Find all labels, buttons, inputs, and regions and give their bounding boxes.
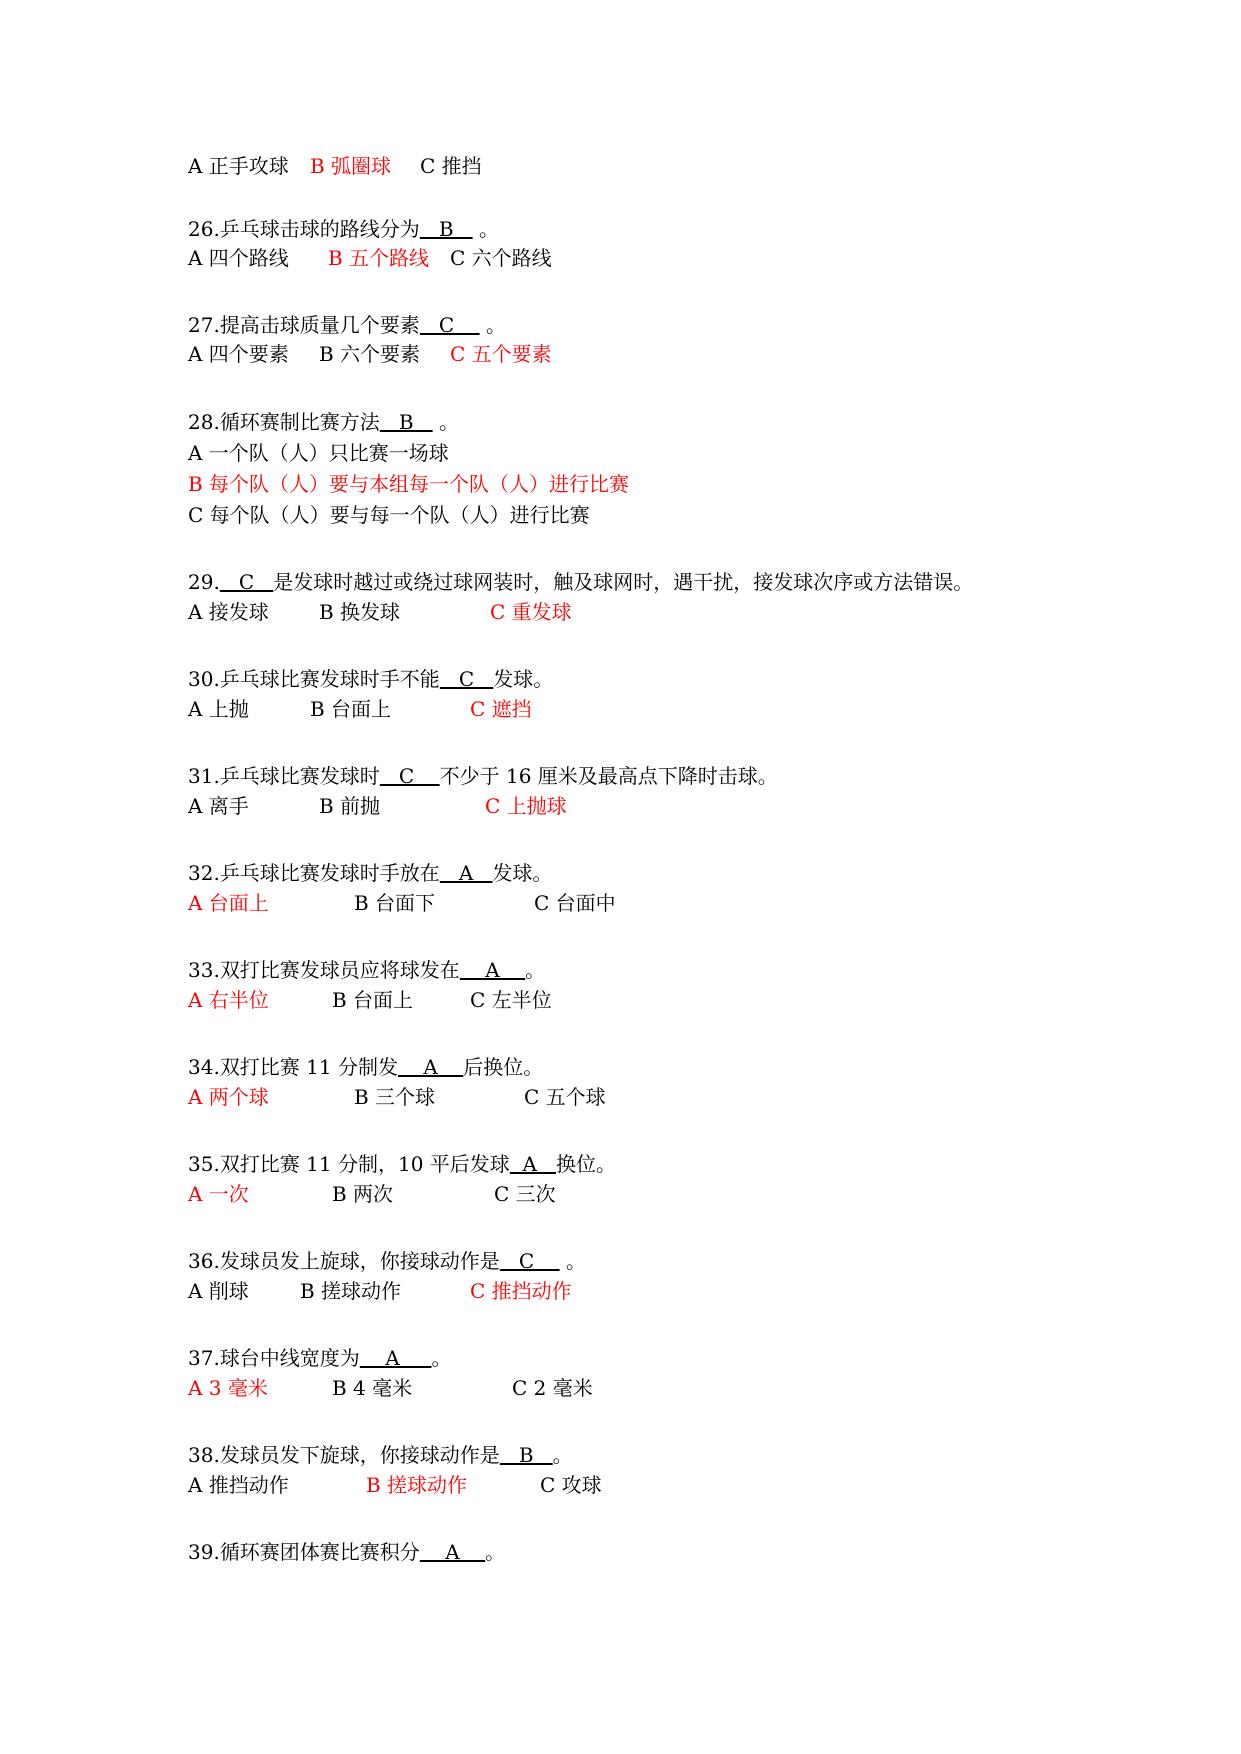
- question-stem: 发球员发上旋球，你接球动作是: [219, 1249, 500, 1273]
- options-row-26: [188, 243, 552, 273]
- question-number: 34.: [188, 1055, 220, 1079]
- question-stem: 循环赛制比赛方法: [219, 410, 380, 434]
- answer-blank: A: [359, 1346, 432, 1370]
- options-row-37: [188, 1373, 593, 1403]
- option-c-correct: C 重发球: [490, 600, 572, 624]
- question-stem-end: 。: [432, 410, 460, 434]
- answer-blank: B: [499, 1443, 553, 1467]
- question-stem-end: 发球。: [493, 667, 554, 691]
- question-stem: 球台中线宽度为: [219, 1346, 360, 1370]
- question-stem-end: 。: [472, 217, 500, 241]
- question-stem-end: 后换位。: [463, 1055, 544, 1079]
- question-37: [188, 1343, 451, 1373]
- question-27: [188, 310, 506, 340]
- question-34: [188, 1052, 543, 1082]
- option-a: A 四个路线: [188, 246, 289, 270]
- answer-blank: A: [459, 958, 526, 982]
- answer-blank: B: [379, 410, 433, 434]
- question-number: 30.: [188, 667, 220, 691]
- option-b-correct: B 弧圈球: [310, 154, 392, 178]
- question-number: 33.: [188, 958, 220, 982]
- answer-blank: A: [439, 861, 493, 885]
- option-b-correct: B 五个路线: [328, 246, 430, 270]
- option-a-correct: A 一次: [188, 1182, 249, 1206]
- question-number: 37.: [188, 1346, 220, 1370]
- question-number: 29.: [188, 570, 220, 594]
- question-stem-end: 。: [559, 1249, 586, 1273]
- question-number: 28.: [188, 410, 220, 434]
- question-number: 32.: [188, 861, 220, 885]
- option-a: A 接发球: [188, 600, 269, 624]
- question-38: [188, 1440, 573, 1470]
- question-stem: 双打比赛 11 分制发: [219, 1055, 398, 1079]
- option-a: A 削球: [188, 1279, 249, 1303]
- option-c: C 2 毫米: [512, 1376, 593, 1400]
- option-a-correct: A 右半位: [188, 988, 269, 1012]
- option-c: C 六个路线: [450, 246, 552, 270]
- question-stem: 乒乓球比赛发球时手放在: [219, 861, 440, 885]
- question-stem: 乒乓球比赛发球时手不能: [219, 667, 440, 691]
- option-a: A 上抛: [188, 697, 249, 721]
- option-c: C 台面中: [534, 891, 616, 915]
- question-number: 38.: [188, 1443, 220, 1467]
- question-number: 35.: [188, 1152, 220, 1176]
- question-stem-end: 不少于 16 厘米及最高点下降时击球。: [439, 764, 778, 788]
- options-row-27: [188, 339, 552, 369]
- question-stem: 发球员发下旋球，你接球动作是: [219, 1443, 500, 1467]
- question-29: [188, 567, 973, 597]
- question-stem-end: 换位。: [556, 1152, 617, 1176]
- option-c-correct: C 推挡动作: [470, 1279, 572, 1303]
- options-row-30: [188, 694, 532, 724]
- option-c: C 三次: [494, 1182, 556, 1206]
- options-row-34: [188, 1082, 606, 1112]
- option-a-correct: A 3 毫米: [188, 1376, 268, 1400]
- option-c: C 攻球: [540, 1473, 602, 1497]
- answer-blank: B: [419, 217, 473, 241]
- option-a-correct: A 两个球: [188, 1085, 269, 1109]
- options-row-33: [188, 985, 552, 1015]
- options-row-36: [188, 1276, 572, 1306]
- question-stem-end: 发球。: [492, 861, 553, 885]
- answer-blank: A: [509, 1152, 557, 1176]
- options-row-35: [188, 1179, 556, 1209]
- question-stem-end: 。: [431, 1346, 452, 1370]
- question-stem-end: 。: [485, 1540, 506, 1564]
- question-number: 36.: [188, 1249, 220, 1273]
- option-a: A 离手: [188, 794, 249, 818]
- question-stem-end: 。: [552, 1443, 573, 1467]
- option-a: A 推挡动作: [188, 1473, 289, 1497]
- question-stem: 乒乓球击球的路线分为: [219, 217, 420, 241]
- option-b: B 台面上: [332, 988, 414, 1012]
- option-b-28-correct: B 每个队（人）要与本组每一个队（人）进行比赛: [188, 472, 630, 496]
- question-number: 39.: [188, 1540, 220, 1564]
- answer-blank: C: [219, 570, 274, 594]
- question-stem: 乒乓球比赛发球时: [219, 764, 380, 788]
- answer-blank: C: [419, 313, 480, 337]
- question-36: [188, 1246, 586, 1276]
- question-stem: 双打比赛 11 分制，10 平后发球: [219, 1152, 510, 1176]
- options-row-29: [188, 597, 572, 627]
- question-stem: 是发球时越过或绕过球网装时，触及球网时，遇干扰，接发球次序或方法错误。: [273, 570, 974, 594]
- question-number: 27.: [188, 313, 220, 337]
- question-39: [188, 1537, 505, 1567]
- question-26: [188, 214, 499, 244]
- answer-blank: C: [439, 667, 494, 691]
- option-b: B 4 毫米: [332, 1376, 413, 1400]
- option-c: C 推挡: [420, 154, 482, 178]
- option-b: B 搓球动作: [300, 1279, 402, 1303]
- option-b: B 六个要素: [319, 342, 421, 366]
- option-a: A 正手攻球: [188, 154, 289, 178]
- option-c-correct: C 五个要素: [450, 342, 552, 366]
- option-c: C 左半位: [470, 988, 552, 1012]
- question-stem-end: 。: [479, 313, 506, 337]
- option-a-28: A 一个队（人）只比赛一场球: [188, 441, 449, 465]
- option-a: A 四个要素: [188, 342, 289, 366]
- option-b: B 换发球: [319, 600, 401, 624]
- option-b: B 台面上: [310, 697, 392, 721]
- answer-blank: A: [397, 1055, 464, 1079]
- question-stem: 循环赛团体赛比赛积分: [219, 1540, 420, 1564]
- answer-blank: C: [379, 764, 440, 788]
- options-row-32: [188, 888, 616, 918]
- question-31: [188, 761, 778, 791]
- option-a-correct: A 台面上: [188, 891, 269, 915]
- question-number: 31.: [188, 764, 220, 788]
- option-c-correct: C 遮挡: [470, 697, 532, 721]
- option-b: B 两次: [332, 1182, 394, 1206]
- answer-blank: C: [499, 1249, 560, 1273]
- question-number: 26.: [188, 217, 220, 241]
- answer-blank: A: [419, 1540, 486, 1564]
- question-stem: 提高击球质量几个要素: [219, 313, 420, 337]
- options-row-25: [188, 151, 482, 181]
- question-stem-end: 。: [525, 958, 546, 982]
- option-b: B 三个球: [354, 1085, 436, 1109]
- question-33: [188, 955, 545, 985]
- question-35: [188, 1149, 616, 1179]
- question-28: [188, 407, 459, 437]
- option-c-correct: C 上抛球: [485, 794, 567, 818]
- option-c: C 五个球: [524, 1085, 606, 1109]
- option-b: B 台面下: [354, 891, 436, 915]
- question-32: [188, 858, 552, 888]
- option-b: B 前抛: [319, 794, 381, 818]
- question-30: [188, 664, 553, 694]
- question-stem: 双打比赛发球员应将球发在: [219, 958, 460, 982]
- options-row-31: [188, 791, 567, 821]
- options-row-38: [188, 1470, 602, 1500]
- option-b-correct: B 搓球动作: [366, 1473, 468, 1497]
- option-c-28: C 每个队（人）要与每一个队（人）进行比赛: [188, 503, 590, 527]
